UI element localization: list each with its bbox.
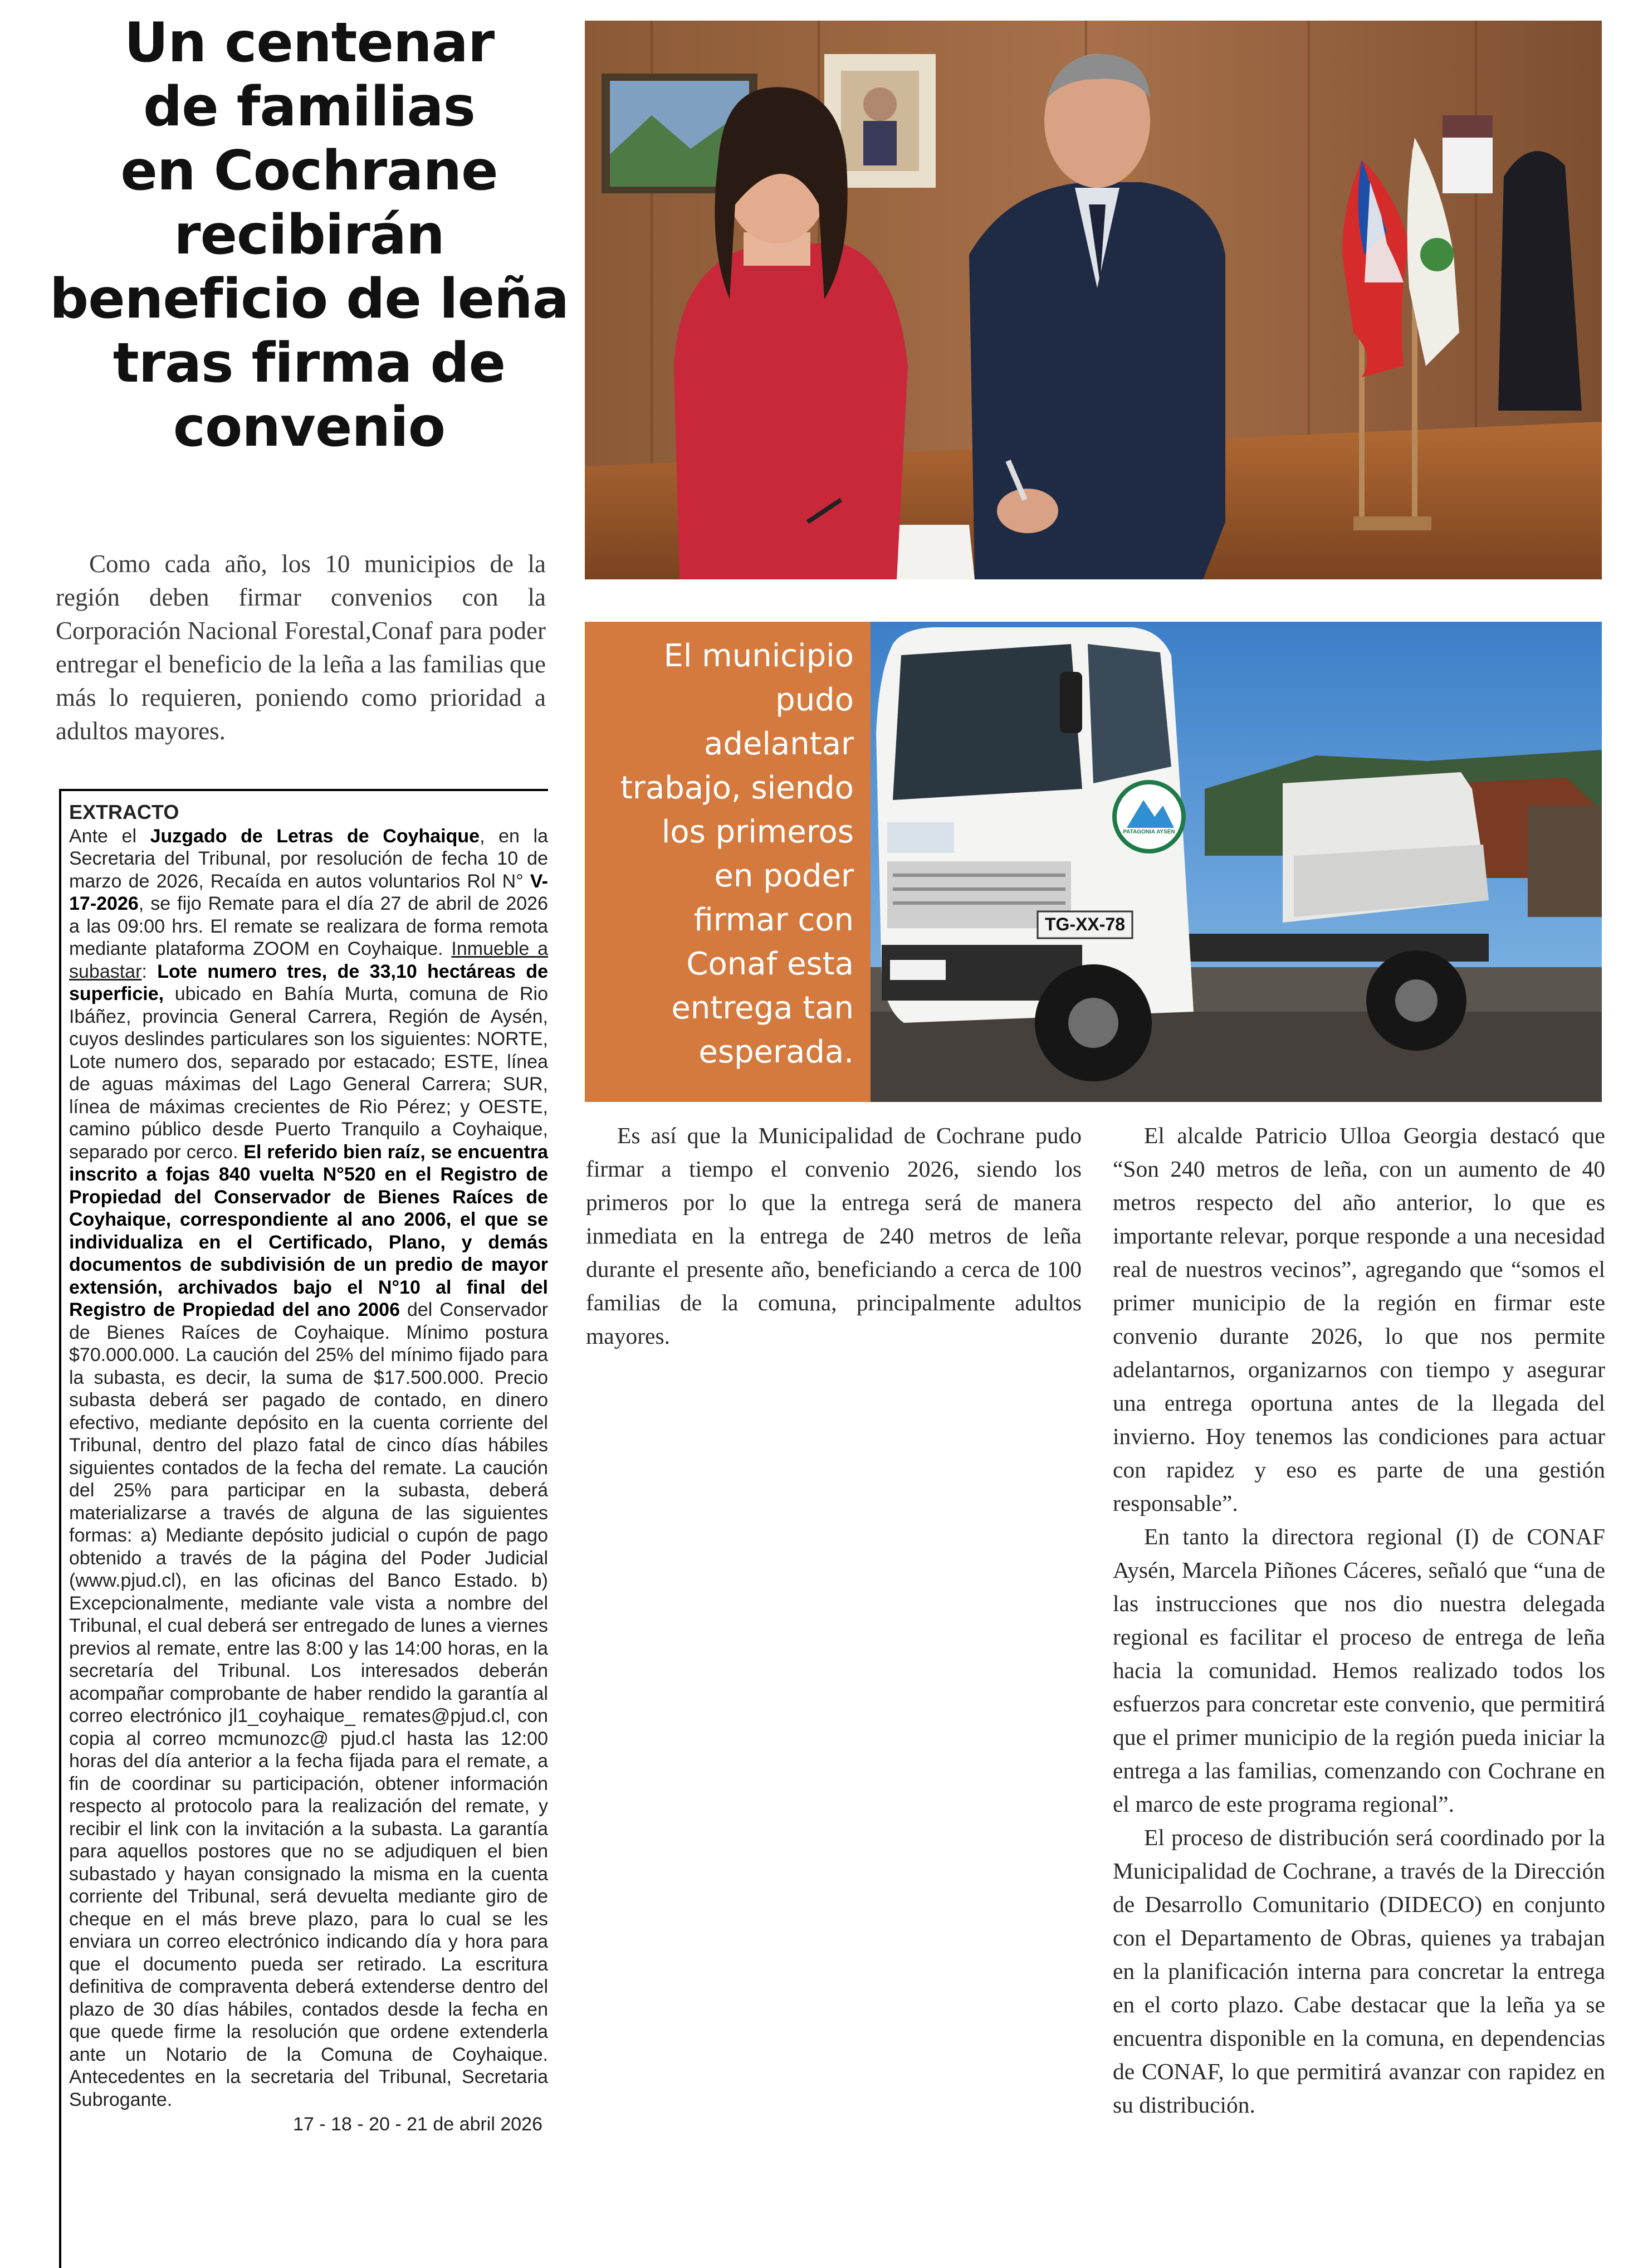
notice-text: , en la Secretaria del Tribunal, por resolución de fecha 10 de marzo de 2026, Recaída en autos voluntarios Rol N°	[69, 825, 548, 892]
headline-line: en Cochrane	[120, 139, 498, 203]
headline-line: beneficio de leña	[50, 267, 569, 331]
headline-line: tras firma de	[113, 331, 506, 395]
pull-quote-line: adelantar	[704, 726, 854, 762]
pull-quote-line: en poder	[714, 858, 854, 894]
notice-lot: Lote numero tres, de 33,10 hectáreas de superficie,	[69, 960, 548, 1004]
legal-notice-body	[69, 825, 548, 2111]
truck-door-logo: PATAGONIA AYSÉN	[1123, 829, 1175, 835]
notice-text: Ante el	[69, 825, 150, 847]
pull-quote-line: El municipio	[663, 638, 854, 674]
signing-illustration	[585, 21, 1602, 579]
truck-illustration	[871, 622, 1602, 1102]
pull-quote-line: entrega tan	[671, 990, 854, 1026]
notice-text: :	[141, 960, 158, 982]
headline-line: convenio	[173, 396, 446, 459]
headline-line: de familias	[143, 75, 475, 139]
body-column-1	[586, 1119, 1082, 1353]
notice-rol: V-17-2026	[69, 870, 548, 914]
lead-paragraph: Como cada año, los 10 municipios de la región deben firmar convenios con la Corporación Nacional Forestal,Conaf para poder entregar el beneficio de la leña a las familias que más lo requieren, poniendo como prioridad a adultos mayores.	[56, 550, 546, 745]
notice-court: Juzgado de Letras de Coyhaique	[150, 825, 480, 847]
pull-quote-line: trabajo, siendo	[620, 770, 854, 806]
notice-property-label: Inmueble a subastar	[69, 938, 548, 982]
body-column-2	[1113, 1119, 1605, 2121]
notice-text: del Conservador de Bienes Raíces de Coyhaique. Mínimo postura $70.000.000. La caución del 25% del mínimo fijado para la subasta, es decir, la suma de $17.500.000. Precio subasta deberá ser pagado de contado, en dinero efectivo, mediante depósito en la cuenta corriente del Tribunal, dentro del plazo fatal de cinco días hábiles siguientes contados de la fecha del remate. La caución del 25% para participar en la subasta, deberá materializarse a través de alguna de las siguientes formas: a) Mediante depósito judicial o cupón de pago obtenido a través de la página del Poder Judicial (www.pjud.cl), en las oficinas del Banco Estado. b) Excepcionalmente, mediante vale vista a nombre del Tribunal, el cual deberá ser entregado de lunes a viernes previos al remate, entre las 8:00 y las 14:00 horas, en la secretaría del Tribunal. Los interesados deberán acompañar comprobante de haber rendido la garantía al correo electrónico jl1_coyhaique_ remates@pjud.cl, con copia al correo mcmunozc@ pjud.cl hasta las 12:00 horas del día anterior a la fecha fijada para el remate, a fin de coordinar su participación, obtener información respecto al protocolo para la realización del remate, y recibir el link con la invitación a la subasta. La garantía para aquellos postores que no se adjudiquen el bien subastado y hayan consignado la misma en la cuenta corriente del Tribunal, será devuelta mediante giro de cheque en el más breve plazo, para lo cual se les enviara un correo electrónico indicando día y hora para que el documento pueda ser retirado. La escritura definitiva de compraventa deberá extenderse dentro del plazo de 30 días hábiles, contados desde la fecha en que quede firme la resolución que ordene extenderla ante un Notario de la Comuna de Coyhaique. Antecedentes en la secretaria del Tribunal, Secretaria Subrogante.	[69, 1299, 549, 2110]
notice-text: ubicado en Bahía Murta, comuna de Rio Ibáñez, provincia General Carrera, Región de Aysén, cuyos deslindes particulares son los siguientes: NORTE, Lote numero dos, separado por estacado; ESTE, línea de aguas máximas del Lago General Carrera; SUR, línea de máximas crecientes de Rio Pérez; y OESTE, camino público desde Puerto Tranquilo a Coyhaique, separado por cerco.	[69, 983, 548, 1163]
pull-quote-line: esperada.	[698, 1034, 854, 1070]
pull-quote	[585, 622, 871, 1102]
truck-plate: TG-XX-78	[1044, 914, 1126, 934]
pull-quote-line: firmar con	[693, 902, 854, 938]
body-paragraph: El proceso de distribución será coordinado por la Municipalidad de Cochrane, a través de la Dirección de Desarrollo Comunitario (DIDECO) en conjunto con el Departamento de Obras, quienes ya trabajan en la planificación interna para concretar la entrega en el corto plazo. Cabe destacar que la leña ya se encuentra disponible en la comuna, en dependencias de CONAF, lo que permitirá avanzar con rapidez en su distribución.	[1113, 1825, 1605, 2118]
photo-signing	[585, 21, 1602, 579]
notice-text: , se fijo Remate para el día 27 de abril de 2026 a las 09:00 hrs. El remate se realizara de forma remota mediante plataforma ZOOM en Coyhaique.	[69, 893, 548, 959]
pull-quote-line: los primeros	[661, 814, 854, 850]
pull-quote-line: pudo	[775, 682, 854, 718]
legal-notice	[59, 789, 548, 2268]
headline	[33, 11, 585, 513]
headline-line: Un centenar	[124, 11, 495, 75]
headline-line: recibirán	[174, 203, 444, 267]
body-paragraph: El alcalde Patricio Ulloa Georgia destacó que “Son 240 metros de leña, con un aumento de 40 metros respecto del año anterior, lo que es importante relevar, porque responde a una necesidad real de nuestros vecinos”, agregando que “somos el primer municipio de la región en firmar este convenio durante 2026, lo que nos permite adelantarnos, organizarnos con tiempo y asegurar una entrega oportuna antes de la llegada del invierno. Hoy tenemos las condiciones para actuar con rapidez y eso es parte de una gestión responsable”.	[1113, 1123, 1605, 1516]
body-paragraph: Es así que la Municipalidad de Cochrane pudo firmar a tiempo el convenio 2026, siendo los primeros por lo que la entrega será de manera inmediata en la entrega de 240 metros de leña durante el presente año, beneficiando a cerca de 100 familias de la comuna, principalmente adultos mayores.	[586, 1123, 1082, 1349]
legal-notice-dates: 17 - 18 - 20 - 21 de abril 2026	[293, 2114, 542, 2135]
photo-truck	[871, 622, 1602, 1102]
notice-registry: El referido bien raíz, se encuentra inscrito a fojas 840 vuelta N°520 en el Registro de Propiedad del Conservador de Bienes Raíces de Coyhaique, correspondiente al ano 2006, el que se individualiza en el Certificado, Plano, y demás documentos de subdivisión de un predio de mayor extensión, archivados bajo el N°10 al final del Registro de Propiedad del ano 2006	[69, 1141, 549, 1320]
pull-quote-line: Conaf esta	[686, 946, 854, 982]
body-paragraph: En tanto la directora regional (I) de CONAF Aysén, Marcela Piñones Cáceres, señaló que “una de las instrucciones que nos dio nuestra delegada regional es facilitar el proceso de entrega de leña hacia la comunidad. Hemos realizado todos los esfuerzos para concretar este convenio, que permitirá que el primer municipio de la región pueda iniciar la entrega a las familias, comenzando con Cochrane en el marco de este programa regional”.	[1113, 1524, 1605, 1817]
legal-notice-title: EXTRACTO	[69, 801, 179, 823]
